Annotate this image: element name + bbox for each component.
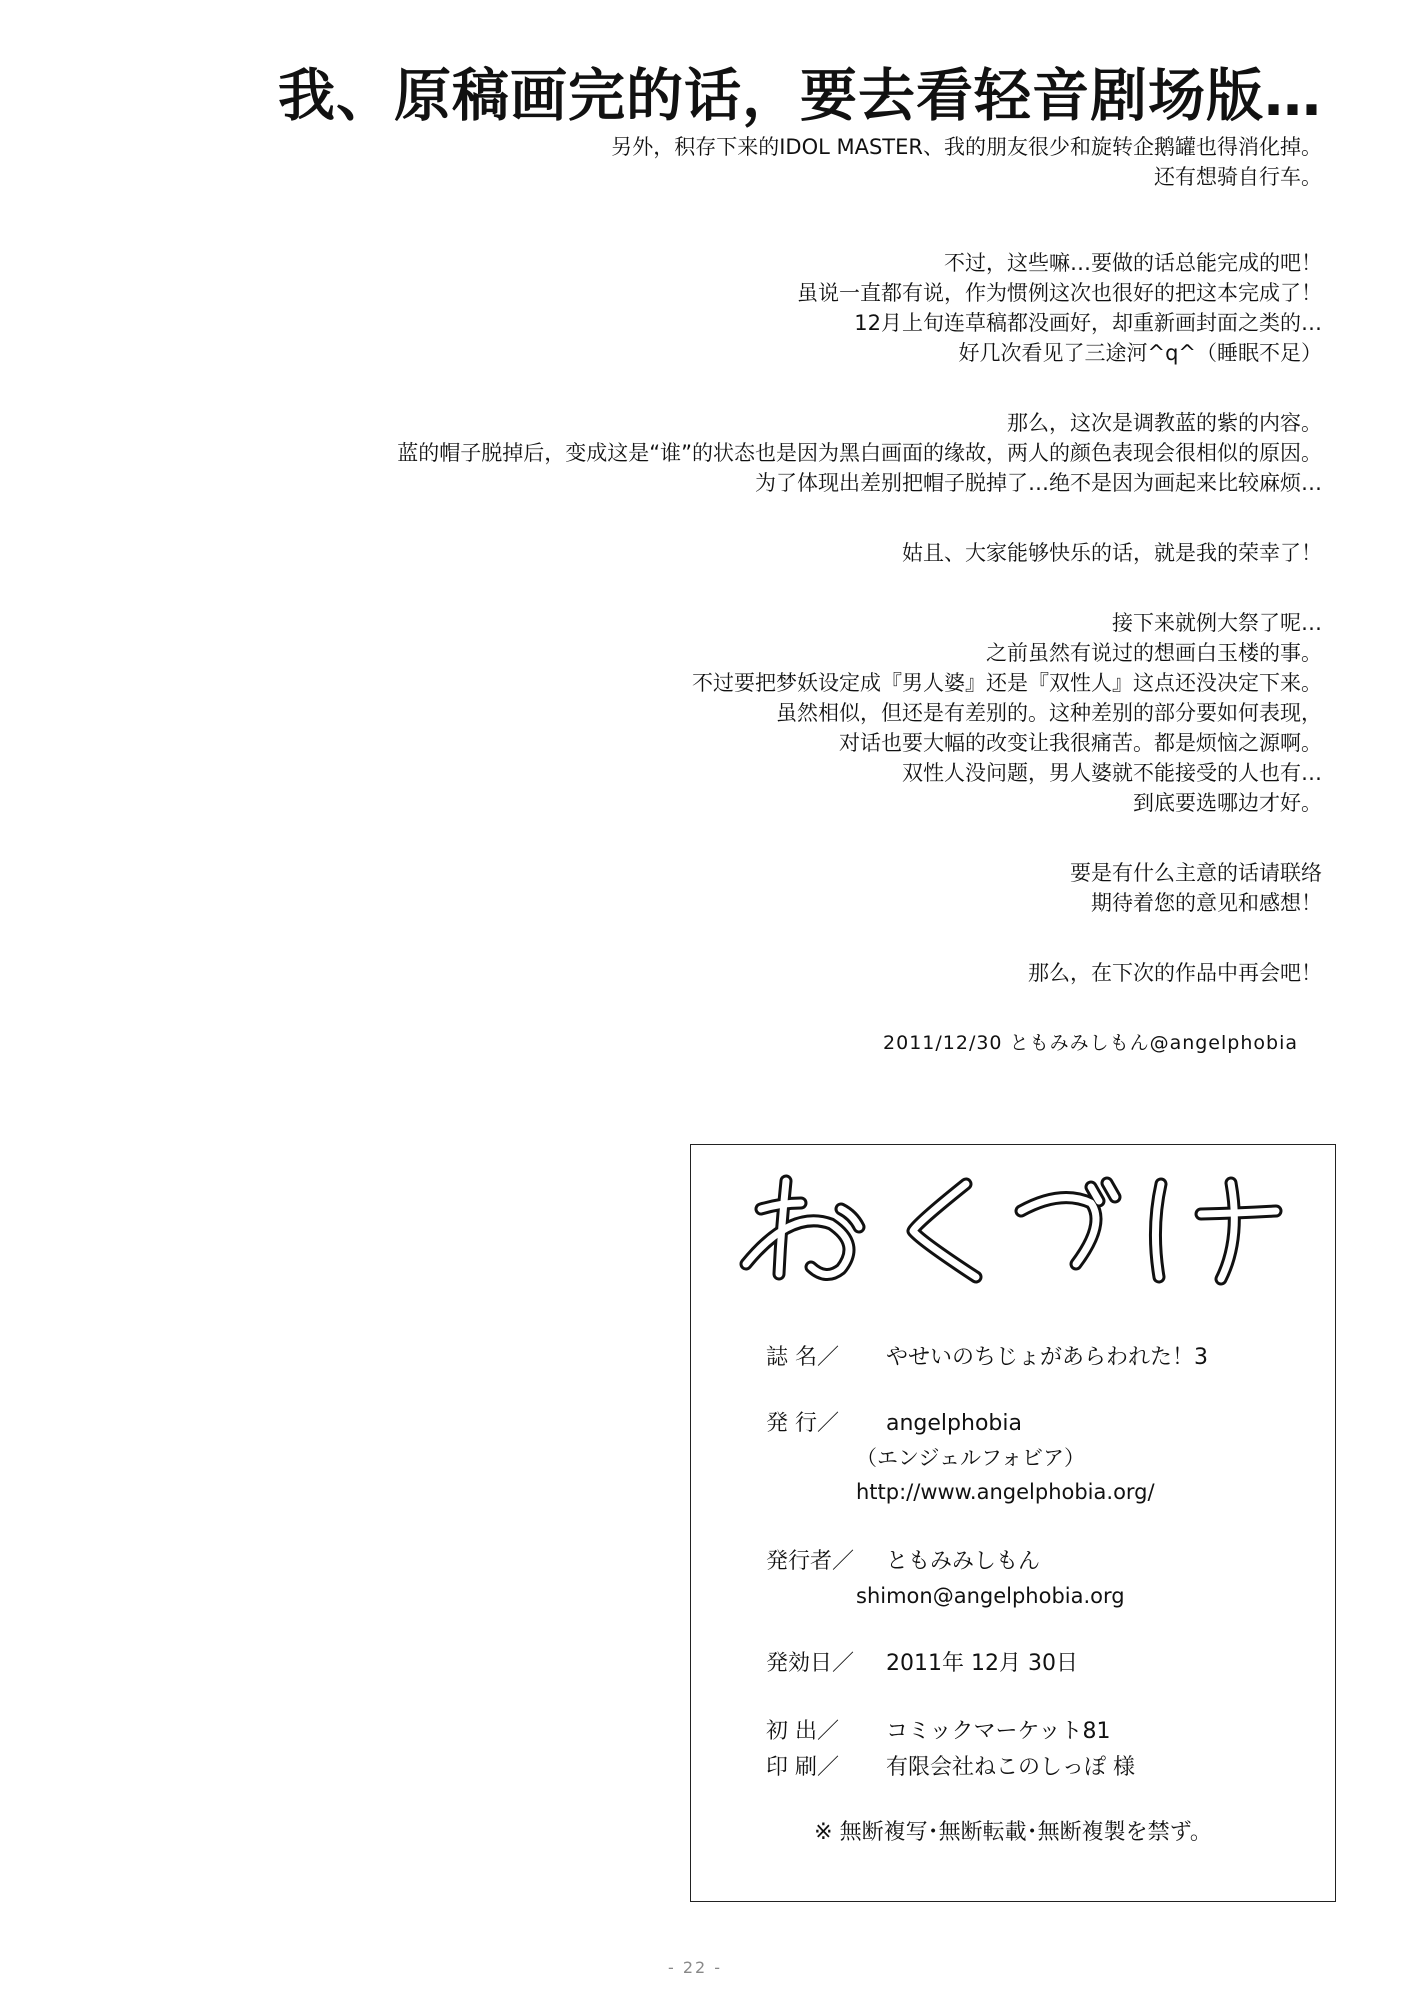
colophon-title-lettering (731, 1169, 1291, 1289)
magazine-label: 誌 名／ (766, 1345, 839, 1370)
print-value: 有限会社ねこのしっぽ 様 (886, 1755, 1135, 1780)
colophon-box (690, 1144, 1336, 1902)
signature: 2011/12/30 ともみみしもん@angelphobia (883, 1032, 1298, 1054)
colophon-first-appearance (766, 1715, 1110, 1749)
print-label: 印 刷／ (766, 1755, 839, 1780)
paragraph-line: 那么，这次是调教蓝的紫的内容。 (1007, 411, 1322, 435)
page-number: - 22 - (668, 1958, 723, 1977)
publisher-label: 発 行／ (766, 1411, 839, 1436)
paragraph-line: 好几次看见了三途河^q^（睡眠不足） (958, 341, 1322, 365)
paragraph-line: 虽说一直都有说，作为惯例这次也很好的把这本完成了！ (797, 281, 1322, 305)
paragraph-line: 蓝的帽子脱掉后，变成这是“谁”的状态也是因为黑白画面的缘故，两人的颜色表现会很相似的原因。 (397, 441, 1322, 465)
colophon-publisher (766, 1407, 1155, 1509)
author-value: ともみみしもん (886, 1549, 1041, 1574)
publisher-kana: （エンジェルフォビア） (856, 1446, 1086, 1470)
paragraph-line: 之前虽然有说过的想画白玉楼的事。 (986, 641, 1322, 665)
paragraph-line: 不过，这些嘛…要做的话总能完成的吧！ (944, 251, 1322, 275)
paragraph-line: 接下来就例大祭了呢… (1112, 611, 1322, 635)
paragraph-line: 那么，在下次的作品中再会吧！ (1028, 961, 1322, 985)
paragraph-line: 姑且、大家能够快乐的话，就是我的荣幸了！ (902, 541, 1322, 565)
paragraph-line: 期待着您的意见和感想！ (1091, 891, 1322, 915)
paragraph-line: 虽然相似，但还是有差别的。这种差别的部分要如何表现， (776, 701, 1322, 725)
paragraph-line: 为了体现出差别把帽子脱掉了…绝不是因为画起来比较麻烦… (755, 471, 1322, 495)
colophon-magazine (766, 1341, 1208, 1375)
paragraph-line: 要是有什么主意的话请联络 (1070, 861, 1322, 885)
paragraph-line: 不过要把梦妖设定成『男人婆』还是『双性人』这点还没决定下来。 (692, 671, 1322, 695)
paragraph-line: 到底要选哪边才好。 (1133, 791, 1322, 815)
first-value: コミックマーケット81 (886, 1719, 1111, 1744)
paragraph-line: 双性人没问题，男人婆就不能接受的人也有… (902, 761, 1322, 785)
colophon-printer (766, 1751, 1135, 1785)
date-label: 発効日／ (766, 1651, 855, 1676)
paragraph-line: 12月上旬连草稿都没画好，却重新画封面之类的… (854, 311, 1322, 335)
author-email: shimon@angelphobia.org (856, 1584, 1125, 1608)
colophon-title (731, 1169, 1291, 1289)
colophon-author (766, 1545, 1125, 1613)
paragraph-line: 对话也要大幅的改变让我很痛苦。都是烦恼之源啊。 (839, 731, 1322, 755)
first-label: 初 出／ (766, 1719, 839, 1744)
intro-line: 还有想骑自行车。 (1154, 165, 1322, 189)
publisher-value: angelphobia (886, 1411, 1022, 1436)
author-label: 発行者／ (766, 1549, 855, 1574)
magazine-value: やせいのちじょがあらわれた！3 (886, 1345, 1208, 1370)
colophon-date (766, 1647, 1078, 1681)
afterword (122, 60, 1322, 1058)
intro-line: 另外，积存下来的IDOL MASTER、我的朋友很少和旋转企鹅罐也得消化掉。 (611, 135, 1322, 159)
afterword-headline: 我、原稿画完的话，要去看轻音剧场版… (278, 63, 1322, 129)
publisher-url: http://www.angelphobia.org/ (856, 1480, 1155, 1504)
date-value: 2011年 12月 30日 (886, 1651, 1078, 1676)
copyright-notice: ※ 無断複写･無断転載･無断複製を禁ず。 (814, 1820, 1212, 1845)
